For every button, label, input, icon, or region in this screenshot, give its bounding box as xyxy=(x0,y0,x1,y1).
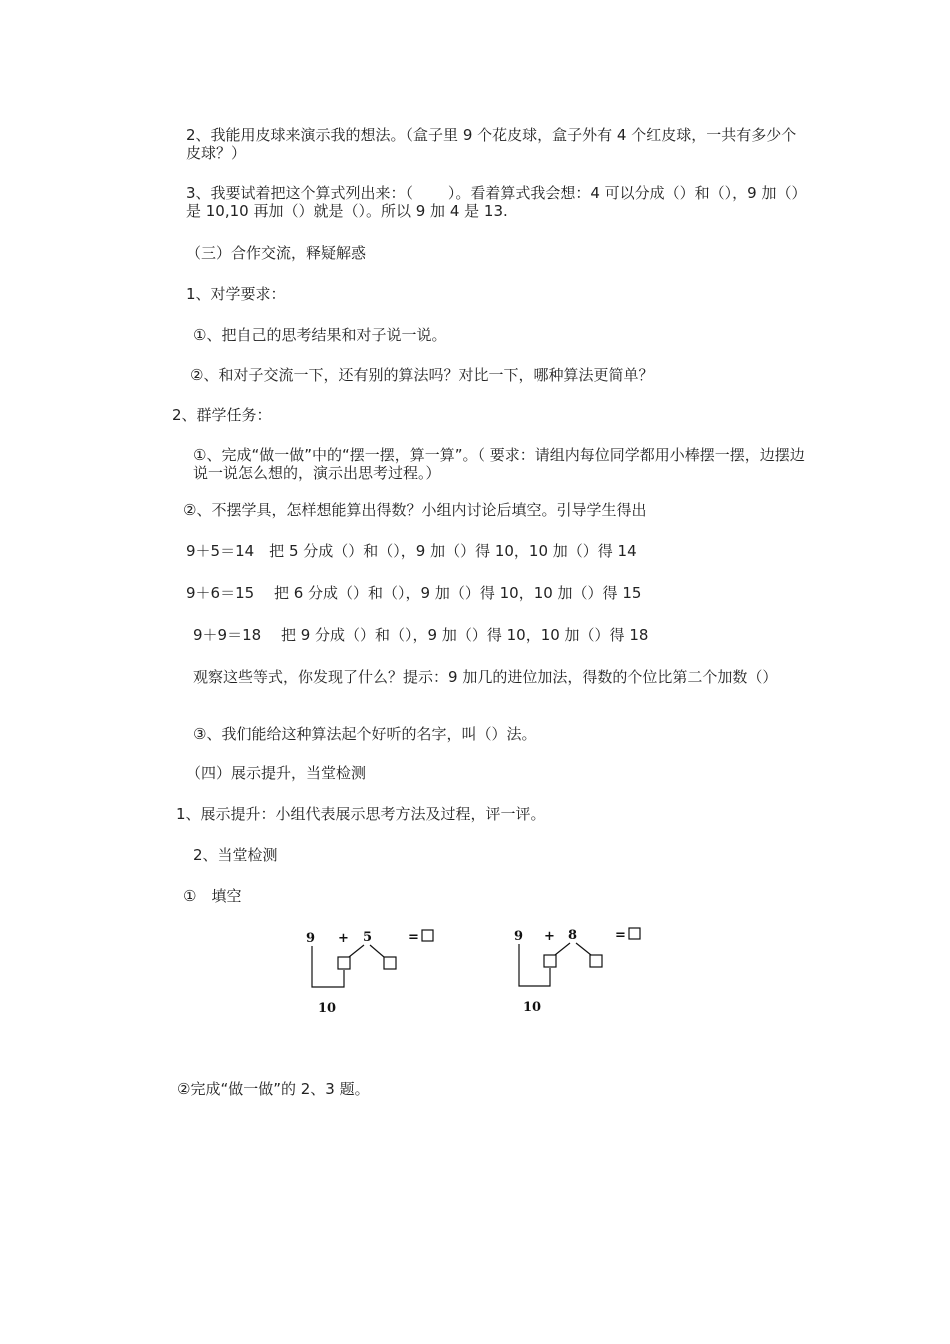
split-line-left xyxy=(555,943,570,955)
split-box-right xyxy=(590,955,602,967)
make-ten-bracket xyxy=(519,944,550,986)
group-task-heading: 2、群学任务： xyxy=(172,406,272,424)
answer-box xyxy=(422,930,433,941)
in-class-test-heading: 2、当堂检测 xyxy=(193,846,278,864)
section-3-heading: （三）合作交流，释疑解惑 xyxy=(186,244,367,262)
split-box-left xyxy=(544,955,556,967)
split-box-left xyxy=(338,957,350,969)
equals-sign: = xyxy=(615,928,626,943)
pair-item-2: ②、和对子交流一下，还有别的算法吗？对比一下，哪种算法更简单？ xyxy=(190,366,654,384)
plus-sign: + xyxy=(338,931,349,946)
section-4-heading: （四）展示提升，当堂检测 xyxy=(186,764,367,782)
answer-box xyxy=(629,928,640,939)
equation-9-plus-9: 9＋9＝18 把 9 分成（）和（），9 加（）得 10，10 加（）得 18 xyxy=(193,626,649,644)
make-ten-diagram-2 xyxy=(508,922,658,1026)
addend-a: 9 xyxy=(306,931,316,946)
split-line-right xyxy=(576,943,591,955)
split-line-left xyxy=(349,945,364,957)
group-task-item-3: ③、我们能给这种算法起个好听的名字，叫（）法。 xyxy=(193,725,537,743)
make-ten-bracket xyxy=(312,946,344,987)
plus-sign: + xyxy=(544,929,555,944)
addend-b: 5 xyxy=(363,930,373,945)
step-2-text: 2、我能用皮球来演示我的想法。（盒子里 9 个花皮球，盒子外有 4 个红皮球，一共有多少个皮球？） xyxy=(186,126,797,162)
addend-b: 8 xyxy=(568,928,578,943)
step-3-text: 3、我要试着把这个算式列出来：（ ）。看着算式我会想：4 可以分成（）和（），9 加（）是 10,10 再加（）就是（）。所以 9 加 4 是 13. xyxy=(186,184,799,220)
ten-label: 10 xyxy=(523,1000,542,1015)
split-box-right xyxy=(384,957,396,969)
split-line-right xyxy=(370,945,384,957)
equals-sign: = xyxy=(408,930,419,945)
homework-text: ②完成“做一做”的 2、3 题。 xyxy=(177,1080,370,1098)
fill-blank-heading: ① 填空 xyxy=(183,887,242,905)
pair-item-1: ①、把自己的思考结果和对子说一说。 xyxy=(193,326,447,344)
observation-text: 观察这些等式，你发现了什么？提示：9 加几的进位加法，得数的个位比第二个加数（） xyxy=(193,668,778,686)
pair-requirement-heading: 1、对学要求： xyxy=(186,285,286,303)
make-ten-diagram-1 xyxy=(300,924,450,1028)
equation-9-plus-5: 9＋5＝14 把 5 分成（）和（），9 加（）得 10，10 加（）得 14 xyxy=(186,542,637,560)
showcase-text: 1、展示提升：小组代表展示思考方法及过程，评一评。 xyxy=(176,805,546,823)
ten-label: 10 xyxy=(318,1001,337,1016)
group-task-item-2: ②、不摆学具，怎样想能算出得数？小组内讨论后填空。引导学生得出 xyxy=(183,501,647,519)
group-task-item-1: ①、完成“做一做”中的“摆一摆，算一算”。（ 要求：请组内每位同学都用小棒摆一摆，边摆边说一说怎么想的，演示出思考过程。） xyxy=(193,446,805,482)
addend-a: 9 xyxy=(514,929,524,944)
equation-9-plus-6: 9＋6＝15 把 6 分成（）和（），9 加（）得 10，10 加（）得 15 xyxy=(186,584,642,602)
